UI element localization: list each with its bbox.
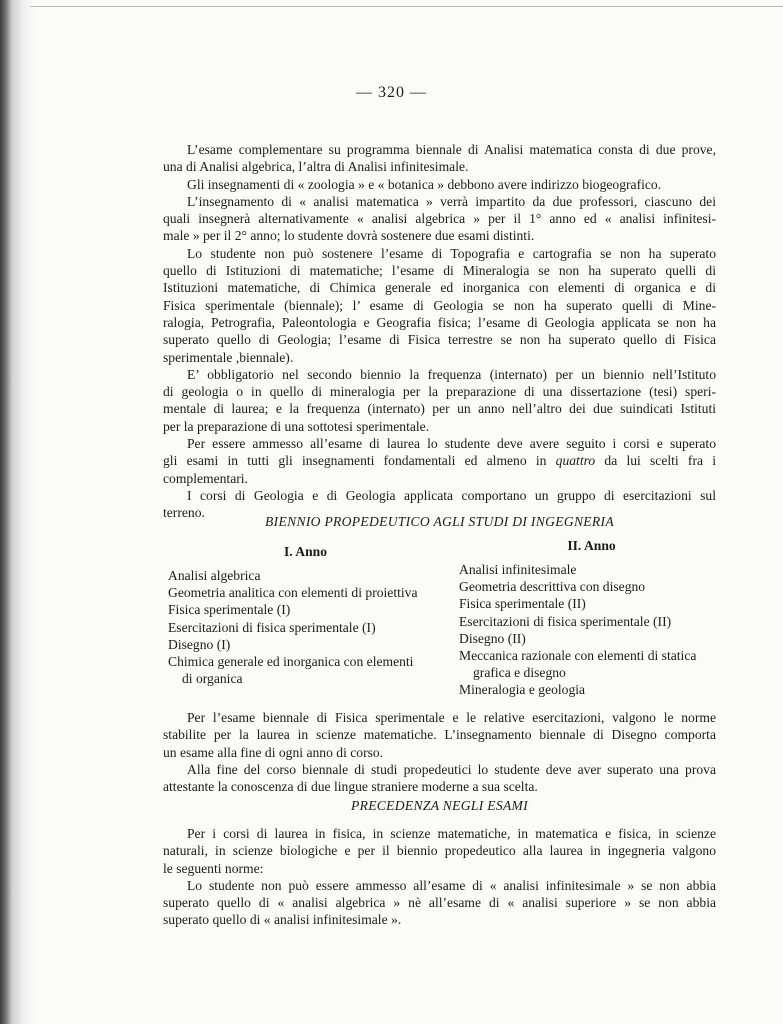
paragraph [163, 193, 716, 245]
year-1-list [168, 567, 443, 687]
course-item: di organica [182, 671, 243, 687]
text-line: Alla fine del corso biennale di studi propedeutici lo studente deve aver superato una prova [187, 761, 716, 777]
emphasis: quattro [555, 453, 596, 469]
course-item: Meccanica razionale con elementi di statica [459, 647, 697, 663]
year-2-title: II. Anno [567, 538, 616, 553]
text-line: superato quello di Geologia; l’esame di Fisica terrestre se non ha superato quello di Fisica [163, 332, 716, 348]
text-line: Gli insegnamenti di « zoologia » e « botanica » debbono avere indirizzo biogeografico. [187, 176, 662, 192]
text-line: Istituzioni matematiche, di Chimica generale ed inorganica con elementi di organica e di [163, 280, 716, 296]
text-line: naturali, in scienze biologiche e per il biennio propedeutico alla laurea in ingegneria valgono [163, 843, 716, 859]
page-number: — 320 — [356, 84, 427, 101]
scan-binding-edge [0, 0, 34, 1024]
scan-top-edge [30, 6, 783, 7]
text-line: una di Analisi algebrica, l’altra di Analisi infinitesimale. [163, 159, 469, 175]
text-line: superato quello di « analisi infinitesimale ». [163, 912, 402, 928]
course-item: Disegno (II) [459, 630, 526, 646]
year-1-column [168, 543, 443, 687]
section-body-3 [163, 825, 716, 929]
section-heading-precedenza: PRECEDENZA NEGLI ESAMI [350, 798, 528, 813]
course-item: Disegno (I) [168, 636, 231, 652]
text-line: superato quello di « analisi algebrica » nè all’esame di « analisi superiore » se non abbia [163, 895, 716, 911]
text-line: di geologia o in quello di mineralogia per la preparazione di una dissertazione (tesi) speri- [163, 384, 716, 400]
year-2-column [459, 537, 724, 699]
course-item: Mineralogia e geologia [459, 682, 586, 698]
section-body-2 [163, 709, 716, 795]
text-line: Lo studente non può essere ammesso all’esame di « analisi infinitesimale » se non abbia [187, 877, 716, 893]
course-item: Analisi infinitesimale [459, 562, 577, 577]
course-item: Geometria descrittiva con disegno [459, 579, 646, 595]
course-item: Analisi algebrica [168, 568, 261, 583]
course-item: Fisica sperimentale (I) [168, 602, 291, 618]
paragraph [163, 825, 716, 877]
text-line: mentale di laurea; e la frequenza (internato) per un anno nell’altro dei due suindicati Istituti [163, 401, 716, 417]
text-line: male » per il 2° anno; lo studente dovrà sostenere due esami distinti. [163, 228, 535, 244]
text-line: le seguenti norme: [163, 860, 264, 876]
course-item: Geometria analitica con elementi di proiettiva [168, 585, 418, 601]
text-span: da lui scelti fra i [595, 453, 716, 469]
text-span: gli esami in tutti gli insegnamenti fondamentali ed almeno in [163, 453, 556, 469]
paragraph [163, 366, 716, 435]
year-2-list [459, 561, 724, 699]
text-line: quali insegnerà alternativamente « analisi algebrica » per il 1° anno ed « analisi infinitesi- [163, 211, 716, 227]
text-line: L’esame complementare su programma biennale di Analisi matematica consta di due prove, [187, 142, 716, 157]
paragraph [163, 176, 716, 193]
course-item: Chimica generale ed inorganica con elementi [168, 653, 414, 669]
paragraph [163, 761, 716, 796]
text-line: L’insegnamento di « analisi matematica » verrà impartito da due professori, ciascuno dei [187, 193, 716, 209]
text-line: quello di Istituzioni di matematiche; l’esame di Mineralogia se non ha superato quelli di [163, 263, 716, 279]
text-line: stabilite per la laurea in scienze matematiche. L’insegnamento biennale di Disegno comporta [163, 727, 716, 743]
text-line: attestante la conoscenza di due lingue straniere moderne a sua scelta. [163, 779, 538, 795]
text-line: complementari. [163, 470, 248, 486]
year-1-title: I. Anno [283, 544, 328, 559]
text-line: per la preparazione di una sottotesi sperimentale. [163, 418, 430, 434]
text-line: ralogia, Petrografia, Paleontologia e Geografia fisica; l’esame di Geologia applicata se non ha [163, 314, 716, 330]
section-body-1 [163, 141, 716, 522]
paragraph [163, 245, 716, 366]
text-line [163, 452, 716, 469]
text-line: terreno. [163, 505, 205, 521]
text-line: sperimentale ,biennale). [163, 349, 294, 365]
text-line: I corsi di Geologia e di Geologia applicata comportano un gruppo di esercitazioni sul [187, 487, 716, 503]
course-item: grafica e disegno [473, 665, 566, 681]
paragraph [163, 709, 716, 761]
text-line: un esame alla fine di ogni anno di corso. [163, 744, 384, 760]
paragraph [163, 435, 716, 487]
course-item: Esercitazioni di fisica sperimentale (II) [459, 613, 672, 629]
text-line: Fisica sperimentale (biennale); l’ esame di Geologia se non ha superato quelli di Mine- [163, 297, 716, 313]
course-item: Esercitazioni di fisica sperimentale (I) [168, 619, 376, 635]
course-item: Fisica sperimentale (II) [459, 596, 586, 612]
paragraph [163, 141, 716, 176]
paragraph [163, 877, 716, 929]
section-heading-biennio: BIENNIO PROPEDEUTICO AGLI STUDI DI INGEGNERIA [265, 514, 614, 529]
text-line: Per i corsi di laurea in fisica, in scienze matematiche, in matematica e fisica, in scienze [187, 826, 716, 841]
text-line: Per essere ammesso all’esame di laurea lo studente deve avere seguito i corsi e superato [187, 436, 716, 452]
text-line: Lo studente non può sostenere l’esame di Topografia e cartografia se non ha superato [187, 245, 716, 261]
text-line: Per l’esame biennale di Fisica sperimentale e le relative esercitazioni, valgono le norme [187, 710, 716, 725]
text-line: E’ obbligatorio nel secondo biennio la frequenza (internato) per un biennio nell’Istituto [187, 366, 716, 382]
